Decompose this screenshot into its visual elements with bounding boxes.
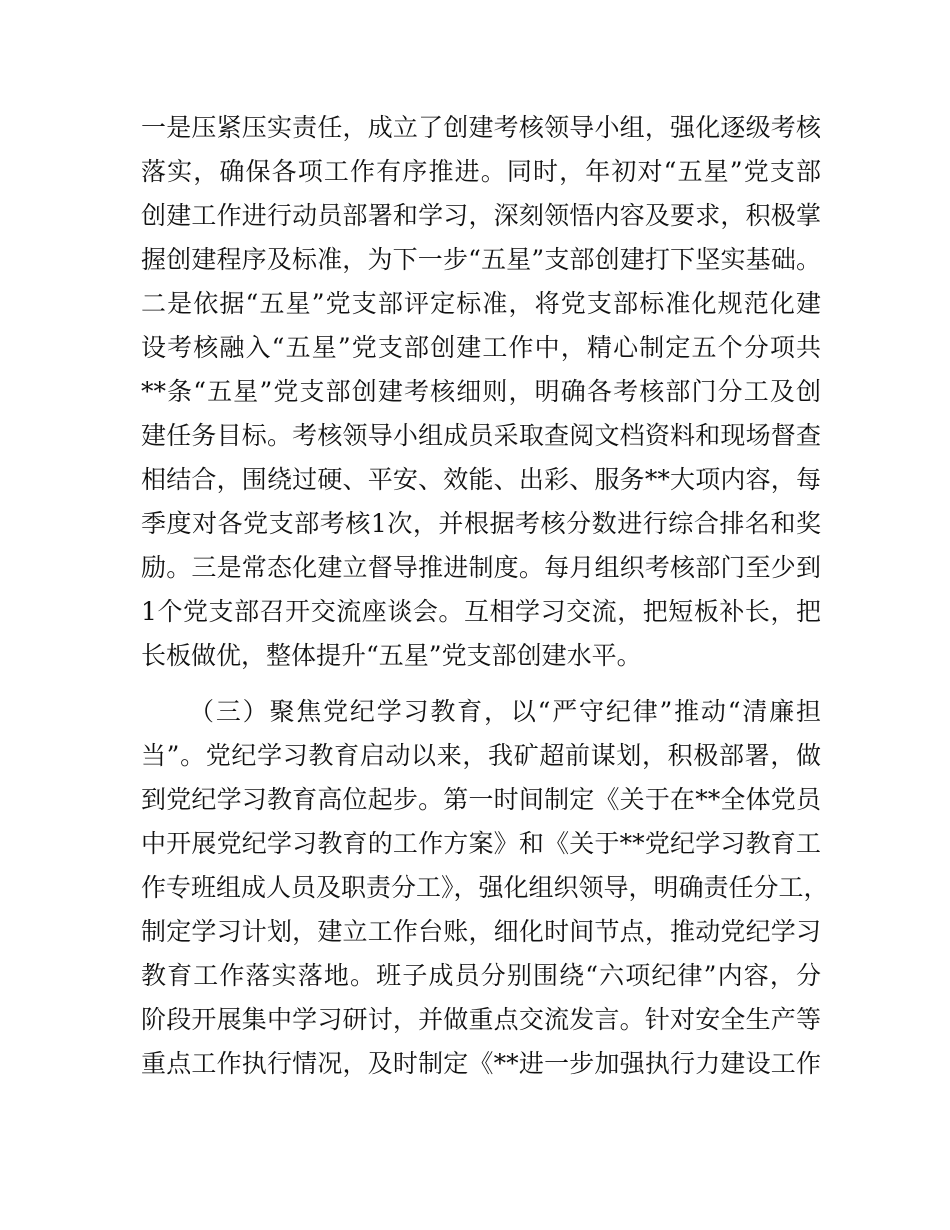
text-line: 创建工作进行动员部署和学习，深刻领悟内容及要求，积极掌: [141, 201, 821, 230]
text-line: 当”。党纪学习教育启动以来，我矿超前谋划，积极部署，做: [141, 741, 821, 770]
text-line: 一是压紧压实责任，成立了创建考核领导小组，强化逐级考核: [141, 113, 821, 142]
text-line: 到党纪学习教育高位起步。第一时间制定《关于在**全体党员: [141, 785, 821, 814]
text-line: 长板做优，整体提升“五星”党支部创建水平。: [141, 641, 642, 670]
text-line: 1个党支部召开交流座谈会。互相学习交流，把短板补长，把: [141, 597, 821, 626]
section-paragraph: [141, 690, 829, 1086]
text-line: 中开展党纪学习教育的工作方案》和《关于**党纪学习教育工: [141, 829, 821, 858]
text-line: **条“五星”党支部创建考核细则，明确各考核部门分工及创: [141, 377, 821, 406]
text-line: 落实，确保各项工作有序推进。同时，年初对“五星”党支部: [141, 157, 821, 186]
text-line: 重点工作执行情况，及时制定《**进一步加强执行力建设工作: [141, 1049, 821, 1078]
text-line: 设考核融入“五星”党支部创建工作中，精心制定五个分项共: [141, 333, 821, 362]
text-line: 建任务目标。考核领导小组成员采取查阅文档资料和现场督查: [141, 421, 821, 450]
text-line: 相结合，围绕过硬、平安、效能、出彩、服务**大项内容，每: [141, 465, 821, 494]
text-line: 阶段开展集中学习研讨，并做重点交流发言。针对安全生产等: [141, 1005, 821, 1034]
body-paragraph: [141, 106, 821, 678]
text-line: 制定学习计划，建立工作台账，细化时间节点，推动党纪学习: [141, 917, 821, 946]
section-heading-line: （三）聚焦党纪学习教育，以“严守纪律”推动“清廉担: [189, 697, 821, 726]
text-line: 二是依据“五星”党支部评定标准，将党支部标准化规范化建: [141, 289, 821, 318]
text-line: 季度对各党支部考核1次，并根据考核分数进行综合排名和奖: [141, 509, 821, 538]
text-line: 励。三是常态化建立督导推进制度。每月组织考核部门至少到: [141, 553, 821, 582]
text-line: 握创建程序及标准，为下一步“五星”支部创建打下坚实基础。: [141, 245, 821, 274]
text-line: 教育工作落实落地。班子成员分别围绕“六项纪律”内容，分: [141, 961, 821, 990]
text-line: 作专班组成人员及职责分工》，强化组织领导，明确责任分工，: [141, 873, 829, 902]
